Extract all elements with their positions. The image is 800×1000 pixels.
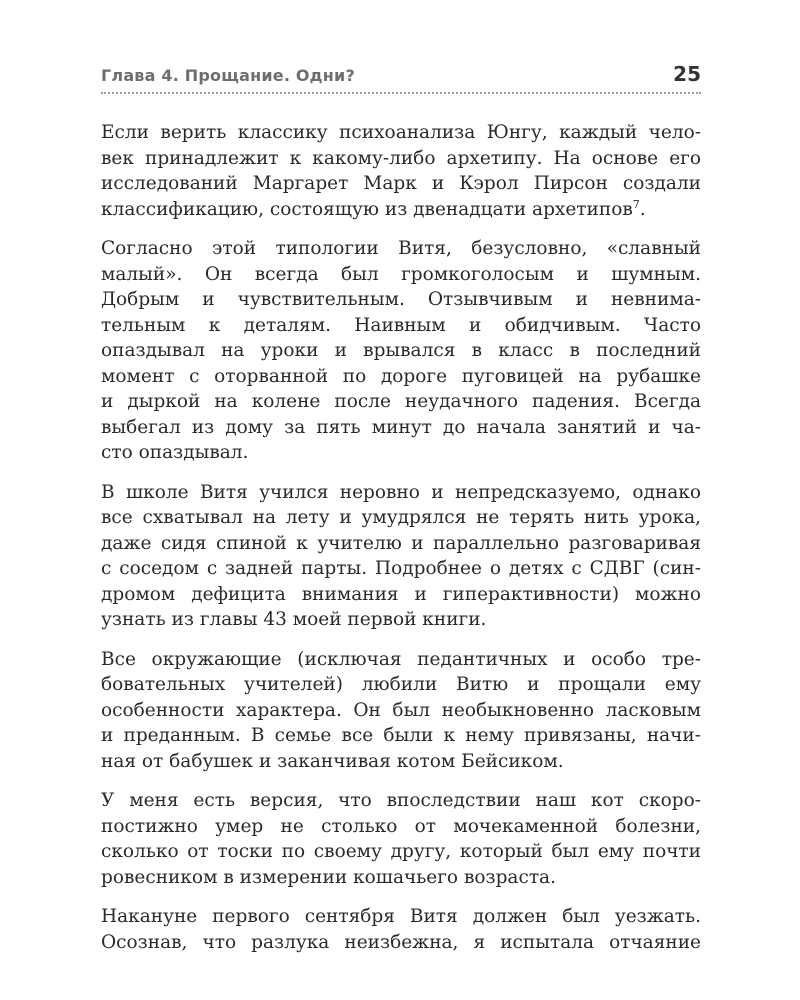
text-line: Добрым и чувствительным. Отзывчивым и невнима- [101, 289, 701, 310]
text-line: и дыркой на колене после неудачного падения. Всегда [101, 391, 701, 412]
text-line: исследований Маргарет Марк и Кэрол Пирсон создали [101, 173, 701, 194]
body-text [101, 120, 701, 969]
text-line: Осознав, что разлука неизбежна, я испытала отчаяние [101, 931, 701, 953]
text-line: тельным к деталям. Наивным и обидчивым. Часто [101, 314, 701, 336]
paragraph-3 [101, 480, 701, 633]
paragraph-4 [101, 647, 701, 775]
paragraph-1 [101, 120, 701, 222]
paragraph-5 [101, 788, 701, 890]
text-line: Если верить классику психоанализа Юнгу, каждый чело- [101, 122, 701, 143]
text-line: ровесником в измерении кошачьего возраста. [101, 866, 556, 888]
text-line: особенности характера. Он был необыкновенно ласковым [101, 699, 701, 721]
paragraph-2 [101, 236, 701, 466]
text-line: сколько от тоски по своему другу, который был ему почти [101, 841, 701, 862]
text-line: с соседом с задней парты. Подробнее о детях с СДВГ (син- [101, 558, 701, 579]
text-line: В школе Витя учился неровно и непредсказуемо, однако [101, 481, 701, 503]
text-line-content: классификацию, состоящую из двенадцати архетипов [101, 198, 633, 220]
page-number: 25 [673, 62, 701, 86]
text-line: Накануне первого сентября Витя должен был уезжать. [101, 906, 701, 927]
text-line: постижно умер не столько от мочекаменной болезни, [101, 815, 701, 837]
text-line: век принадлежит к какому-либо архетипу. На основе его [101, 147, 701, 169]
text-line: опаздывал на уроки и врывался в класс в последний [101, 340, 701, 361]
chapter-title: Глава 4. Прощание. Одни? [101, 66, 355, 85]
footnote-marker: 7 [632, 197, 640, 211]
text-line: узнать из главы 43 моей первой книги. [101, 609, 487, 630]
text-line [101, 197, 701, 223]
text-line: Согласно этой типологии Витя, безусловно, «славный [101, 238, 701, 259]
text-line: сто опаздывал. [101, 442, 249, 463]
text-line: малый». Он всегда был громкоголосым и шумным. [101, 263, 701, 285]
text-line: выбегал из дому за пять минут до начала занятий и ча- [101, 416, 701, 438]
text-line: бовательных учителей) любили Витю и прощали ему [101, 674, 701, 695]
text-line: У меня есть версия, что впоследствии наш кот скоро- [101, 790, 701, 811]
paragraph-6 [101, 904, 701, 955]
text-line: дромом дефицита внимания и гиперактивности) можно [101, 583, 701, 605]
text-line: даже сидя спиной к учителю и параллельно разговаривая [101, 532, 701, 554]
text-line: ная от бабушек и заканчивая котом Бейсиком. [101, 750, 564, 772]
running-header [101, 62, 701, 94]
end-punctuation: . [639, 198, 646, 220]
text-line: момент с оторванной по дороге пуговицей на рубашке [101, 365, 701, 387]
text-line: и преданным. В семье все были к нему привязаны, начи- [101, 725, 701, 746]
text-line: Все окружающие (исключая педантичных и особо тре- [101, 648, 701, 670]
text-line: все схватывал на лету и умудрялся не терять нить урока, [101, 507, 701, 528]
